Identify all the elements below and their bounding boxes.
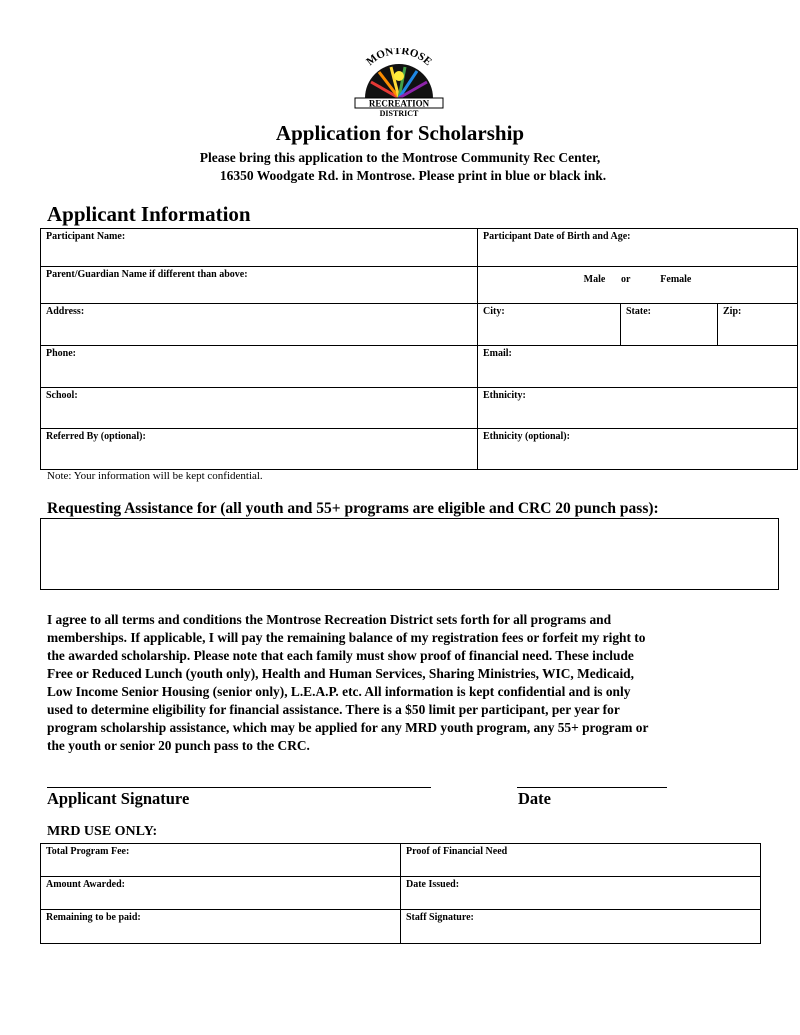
confidential-note: Note: Your information will be kept confidential. (47, 470, 263, 482)
ethnicity-field[interactable]: Ethnicity: (478, 388, 798, 429)
gender-female-option[interactable]: Female (660, 274, 692, 285)
terms-line: the awarded scholarship. Please note that each family must show proof of financial need. These include (47, 648, 634, 663)
participant-name-field[interactable]: Participant Name: (41, 229, 478, 267)
date-label: Date (518, 789, 551, 808)
terms-line: program scholarship assistance, which may be applied for any MRD youth program, any 55+ program or (47, 720, 649, 735)
email-field[interactable]: Email: (478, 346, 798, 388)
phone-field[interactable]: Phone: (41, 346, 478, 388)
city-field[interactable]: City: (478, 304, 621, 346)
page-title: Application for Scholarship (275, 121, 525, 145)
date-line[interactable] (517, 787, 667, 788)
address-field[interactable]: Address: (41, 304, 478, 346)
logo-graphic (349, 48, 449, 118)
montrose-recreation-logo (349, 48, 449, 118)
gender-selector[interactable] (478, 267, 798, 304)
requesting-assistance-label: Requesting Assistance for (all youth and 55+ programs are eligible and CRC 20 punch pass): (47, 500, 659, 517)
remaining-to-be-paid-field[interactable]: Remaining to be paid: (41, 910, 401, 944)
mrd-use-table (40, 843, 761, 944)
terms-line: Low Income Senior Housing (senior only), L.E.A.P. etc. All information is kept confidential and is only (47, 684, 631, 699)
applicant-info-heading: Applicant Information (47, 202, 251, 226)
proof-financial-need-field[interactable]: Proof of Financial Need (401, 844, 761, 877)
parent-guardian-field[interactable]: Parent/Guardian Name if different than above: (41, 267, 478, 304)
terms-line: used to determine eligibility for financial assistance. There is a $50 limit per participant, per year for (47, 702, 620, 717)
logo-banner-text: RECREATION (368, 98, 430, 109)
applicant-info-table (40, 228, 798, 470)
state-field[interactable]: State: (621, 304, 718, 346)
staff-signature-field[interactable]: Staff Signature: (401, 910, 761, 944)
svg-text:MONTROSE: MONTROSE (364, 48, 434, 69)
amount-awarded-field[interactable]: Amount Awarded: (41, 877, 401, 910)
terms-line: the youth or senior 20 punch pass to the CRC. (47, 738, 310, 753)
gender-male-option[interactable]: Male (583, 274, 606, 285)
logo-bottom-text: DISTRICT (379, 109, 419, 118)
date-issued-field[interactable]: Date Issued: (401, 877, 761, 910)
terms-paragraph (47, 611, 762, 755)
terms-line: Free or Reduced Lunch (youth only), Health and Human Services, Sharing Ministries, WIC, Medicaid, (47, 666, 634, 681)
ethnicity-optional-field[interactable]: Ethnicity (optional): (478, 429, 798, 470)
requesting-assistance-box[interactable] (40, 518, 779, 590)
referred-by-field[interactable]: Referred By (optional): (41, 429, 478, 470)
applicant-signature-label: Applicant Signature (47, 789, 190, 808)
zip-field[interactable]: Zip: (718, 304, 798, 346)
gender-or-text: or (621, 274, 631, 285)
dob-age-field[interactable]: Participant Date of Birth and Age: (478, 229, 798, 267)
subtitle-line-2: 16350 Woodgate Rd. in Montrose. Please print in blue or black ink. (219, 168, 607, 183)
applicant-signature-line[interactable] (47, 787, 431, 788)
terms-line: memberships. If applicable, I will pay the remaining balance of my registration fees or forfeit my right to (47, 630, 646, 645)
mrd-use-only-heading: MRD USE ONLY: (47, 824, 158, 839)
subtitle-line-1: Please bring this application to the Montrose Community Rec Center, (199, 150, 601, 165)
terms-line: I agree to all terms and conditions the Montrose Recreation District sets forth for all programs and (47, 612, 612, 627)
school-field[interactable]: School: (41, 388, 478, 429)
total-program-fee-field[interactable]: Total Program Fee: (41, 844, 401, 877)
